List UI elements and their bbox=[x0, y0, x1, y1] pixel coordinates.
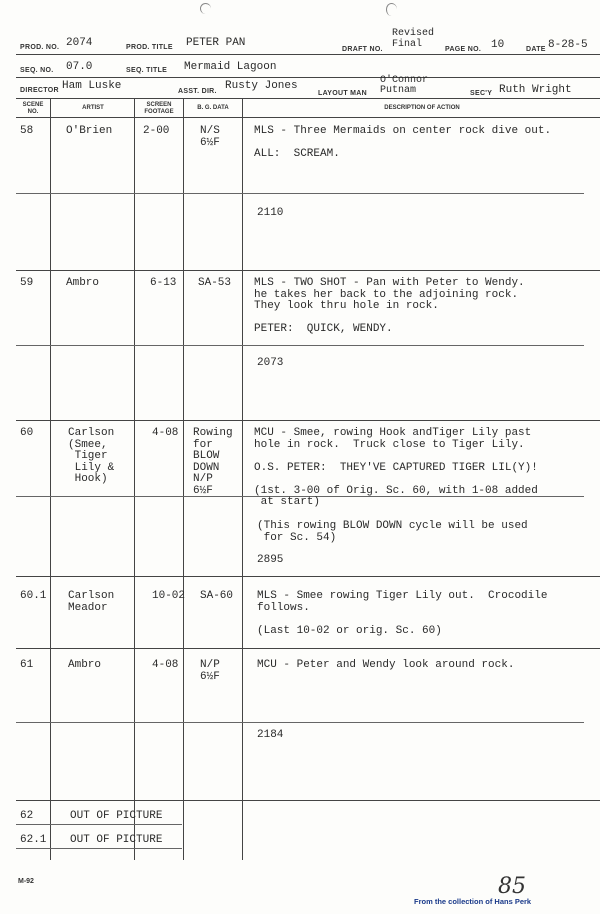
screen-footage: 2-00 bbox=[143, 125, 170, 137]
divider bbox=[16, 98, 600, 99]
description: MLS - TWO SHOT - Pan with Peter to Wendy. he takes her back to the adjoining rock. They look thru hole in rock. PETER: QUICK, WENDY. bbox=[254, 277, 525, 335]
scene-count: 2073 bbox=[257, 357, 284, 369]
paper-mark bbox=[386, 3, 397, 16]
page-no: 10 bbox=[491, 39, 505, 51]
screen-footage: 4-08 bbox=[152, 427, 179, 439]
layout-man: O'Connor Putnam bbox=[380, 75, 429, 96]
date: 8-28-5 bbox=[548, 39, 588, 51]
screen-footage: 10-02 bbox=[152, 590, 186, 602]
handwritten-page-number: 85 bbox=[498, 874, 526, 899]
seq-title-label: SEQ. TITLE bbox=[126, 67, 168, 74]
asst-dir: Rusty Jones bbox=[225, 80, 298, 92]
row-rule bbox=[16, 648, 600, 649]
prod-title-label: PROD. TITLE bbox=[126, 44, 173, 51]
row-rule bbox=[16, 800, 600, 801]
screen-footage: 4-08 bbox=[152, 659, 179, 671]
collection-credit: From the collection of Hans Perk bbox=[414, 897, 532, 906]
artist: OUT OF PICTURE bbox=[70, 810, 163, 822]
artist: OUT OF PICTURE bbox=[70, 834, 163, 846]
artist: Ambro bbox=[66, 277, 100, 289]
prod-title: PETER PAN bbox=[186, 37, 246, 49]
footage-header: SCREEN FOOTAGE bbox=[144, 102, 174, 115]
bg-data: N/P 6½F bbox=[200, 659, 220, 683]
bg-data: SA-53 bbox=[198, 277, 232, 289]
prod-no-label: PROD. NO. bbox=[20, 44, 60, 51]
scene-number: 61 bbox=[20, 659, 34, 671]
scene-number: 62 bbox=[20, 810, 34, 822]
director: Ham Luske bbox=[62, 80, 122, 92]
column-rule bbox=[134, 98, 135, 860]
divider bbox=[16, 77, 600, 78]
column-rule bbox=[50, 98, 51, 860]
description-header: DESCRIPTION OF ACTION bbox=[384, 105, 460, 111]
bg-data: Rowing for BLOW DOWN N/P 6½F bbox=[193, 427, 233, 497]
seq-no: 07.0 bbox=[66, 61, 93, 73]
scene-count: 2110 bbox=[257, 207, 284, 219]
bg-data: SA-60 bbox=[200, 590, 234, 602]
seq-title: Mermaid Lagoon bbox=[184, 61, 277, 73]
asst-dir-label: ASST. DIR. bbox=[178, 88, 217, 95]
sub-row-rule bbox=[16, 848, 182, 849]
artist: Carlson Meador bbox=[68, 590, 115, 614]
artist: Ambro bbox=[68, 659, 102, 671]
sub-row-rule bbox=[16, 824, 182, 825]
description: MCU - Smee, rowing Hook andTiger Lily past hole in rock. Truck close to Tiger Lily. O.S. PETER: THEY'VE CAPTURED TIGER LIL(Y)! (1st. 3-00 of Orig. Sc. 60, with 1-08 added at start) bbox=[254, 427, 538, 508]
draft-no: Revised Final bbox=[392, 28, 435, 50]
layout-man-label: LAYOUT MAN bbox=[318, 90, 368, 97]
divider bbox=[16, 54, 600, 55]
scene-number: 60 bbox=[20, 427, 34, 439]
artist-header: ARTIST bbox=[82, 105, 104, 111]
column-rule bbox=[242, 98, 243, 860]
scene-number: 58 bbox=[20, 125, 34, 137]
description: MCU - Peter and Wendy look around rock. bbox=[257, 659, 515, 671]
scene-number: 60.1 bbox=[20, 590, 47, 602]
artist: Carlson (Smee, Tiger Lily & Hook) bbox=[68, 427, 115, 485]
column-rule bbox=[183, 98, 184, 860]
secy-label: SEC'Y bbox=[470, 90, 493, 97]
row-rule bbox=[16, 270, 600, 271]
scene-count: 2184 bbox=[257, 729, 284, 741]
scene-number: 62.1 bbox=[20, 834, 47, 846]
description: MLS - Three Mermaids on center rock dive out. ALL: SCREAM. bbox=[254, 125, 552, 160]
sub-row-rule bbox=[16, 193, 584, 194]
artist: O'Brien bbox=[66, 125, 113, 137]
row-rule bbox=[16, 420, 600, 421]
bg-data: N/S 6½F bbox=[200, 125, 220, 149]
director-label: DIRECTOR bbox=[20, 87, 59, 94]
prod-no: 2074 bbox=[66, 37, 93, 49]
bg-header: B. G. DATA bbox=[197, 105, 229, 111]
sub-row-rule bbox=[16, 722, 584, 723]
description: MLS - Smee rowing Tiger Lily out. Crocodile follows. (Last 10-02 or orig. Sc. 60) bbox=[257, 590, 548, 637]
seq-no-label: SEQ. NO. bbox=[20, 67, 54, 74]
secy: Ruth Wright bbox=[499, 84, 572, 96]
sub-row-rule bbox=[16, 345, 584, 346]
form-code: M-92 bbox=[18, 878, 34, 885]
screen-footage: 6-13 bbox=[150, 277, 177, 289]
paper-mark bbox=[200, 3, 211, 14]
draft-no-label: DRAFT NO. bbox=[342, 46, 383, 53]
scene-number: 59 bbox=[20, 277, 34, 289]
date-label: DATE bbox=[526, 46, 546, 53]
row-rule bbox=[16, 576, 600, 577]
scene-count: 2895 bbox=[257, 554, 284, 566]
scene-header: SCENE NO. bbox=[22, 102, 44, 115]
description-note: (This rowing BLOW DOWN cycle will be used for Sc. 54) bbox=[257, 520, 528, 544]
page-no-label: PAGE NO. bbox=[445, 46, 482, 53]
divider bbox=[16, 117, 600, 118]
